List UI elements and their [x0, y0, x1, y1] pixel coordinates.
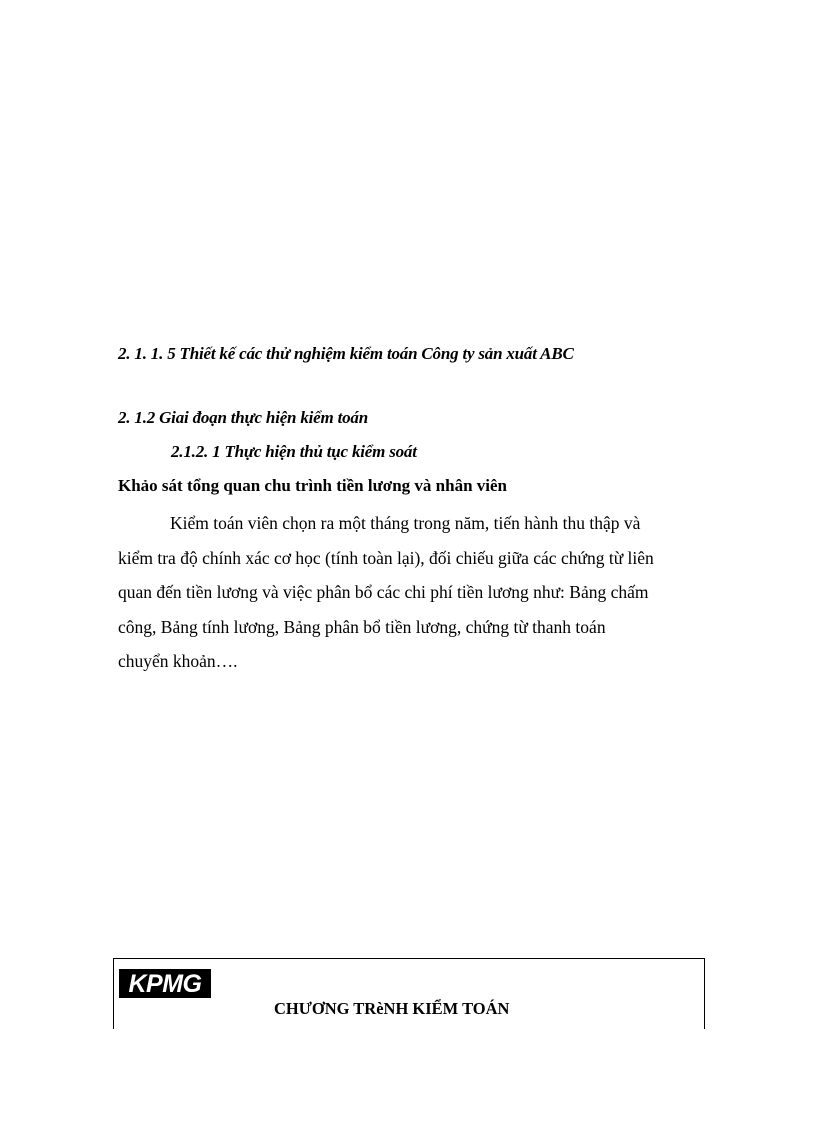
body-paragraph [118, 506, 698, 679]
paragraph-line: Kiểm toán viên chọn ra một tháng trong năm, tiến hành thu thập và [170, 513, 641, 533]
audit-program-title: CHƯƠNG TRèNH KIỂM TOÁN [274, 999, 510, 1018]
heading-audit-execution-phase: 2. 1.2 Giai đoạn thực hiện kiểm toán [118, 408, 368, 427]
paragraph-line: công, Bảng tính lương, Bảng phân bổ tiền lương, chứng từ thanh toán [118, 616, 606, 637]
kpmg-logo-text: KPMG [128, 970, 202, 998]
section-title-payroll-survey: Khảo sát tổng quan chu trình tiền lương và nhân viên [118, 476, 507, 495]
kpmg-logo [119, 969, 211, 998]
paragraph-line: chuyển khoản…. [118, 651, 238, 671]
paragraph-line: quan đến tiền lương và việc phân bổ các chi phí tiền lương như: Bảng chấm [118, 582, 649, 602]
paragraph-line: kiểm tra độ chính xác cơ học (tính toàn lại), đối chiếu giữa các chứng từ liên [118, 547, 654, 568]
heading-control-procedures: 2.1.2. 1 Thực hiện thủ tục kiểm soát [171, 442, 417, 461]
heading-audit-test-design: 2. 1. 1. 5 Thiết kế các thử nghiệm kiểm toán Công ty sản xuất ABC [118, 344, 574, 363]
